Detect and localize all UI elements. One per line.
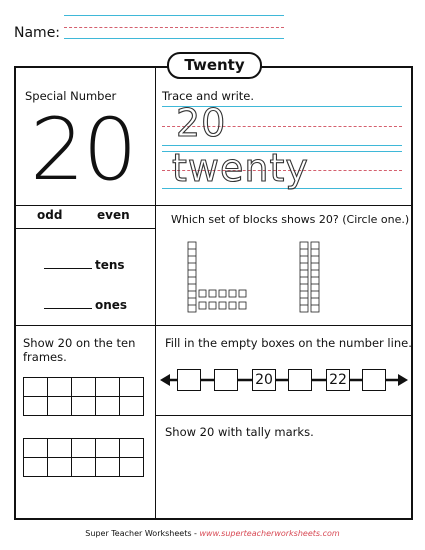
number-box-3: 20 xyxy=(252,369,276,391)
footer-site: Super Teacher Worksheets xyxy=(85,529,192,538)
ones-blank[interactable] xyxy=(44,296,92,309)
tens-row xyxy=(44,256,125,272)
trace-numeral: 20 xyxy=(176,101,227,145)
tens-label: tens xyxy=(95,258,125,272)
trace-instruction: Trace and write. xyxy=(162,89,255,103)
ones-row xyxy=(44,296,127,312)
tally-instruction: Show 20 with tally marks. xyxy=(165,425,314,439)
row-divider-3 xyxy=(155,415,411,416)
number-line-instruction: Fill in the empty boxes on the number line. xyxy=(165,336,412,350)
name-mid-line xyxy=(64,27,284,28)
special-number-label: Special Number xyxy=(25,89,117,103)
center-divider xyxy=(155,68,156,518)
row-divider-1 xyxy=(16,205,411,206)
even-option[interactable]: even xyxy=(97,208,130,222)
number-box-4[interactable] xyxy=(288,369,312,391)
name-label: Name: xyxy=(14,25,61,41)
name-base-line[interactable] xyxy=(64,38,284,39)
blocks-question: Which set of blocks shows 20? (Circle one.) xyxy=(171,213,410,226)
parity-divider xyxy=(16,228,155,229)
worksheet-title: Twenty xyxy=(167,52,262,79)
footer-separator: - xyxy=(191,529,200,538)
block-set-b[interactable] xyxy=(300,242,319,312)
special-number: 20 xyxy=(30,100,136,200)
ten-frame-1 xyxy=(23,377,144,416)
tens-blank[interactable] xyxy=(44,256,92,269)
name-top-line xyxy=(64,15,284,16)
trace-word: twenty xyxy=(172,146,309,190)
footer-url[interactable]: www.superteacherworksheets.com xyxy=(199,529,340,538)
footer xyxy=(0,529,425,538)
block-set-a[interactable] xyxy=(188,242,246,312)
number-box-6[interactable] xyxy=(362,369,386,391)
row-divider-2 xyxy=(16,325,411,326)
ten-frames-instruction: Show 20 on the ten frames. xyxy=(23,336,136,364)
ones-label: ones xyxy=(95,298,128,312)
ten-frame-2 xyxy=(23,438,144,477)
number-box-5: 22 xyxy=(326,369,350,391)
number-box-1[interactable] xyxy=(177,369,201,391)
number-box-2[interactable] xyxy=(214,369,238,391)
odd-option[interactable]: odd xyxy=(37,208,63,222)
tally-area[interactable] xyxy=(160,445,405,515)
base-ten-blocks xyxy=(180,238,360,320)
